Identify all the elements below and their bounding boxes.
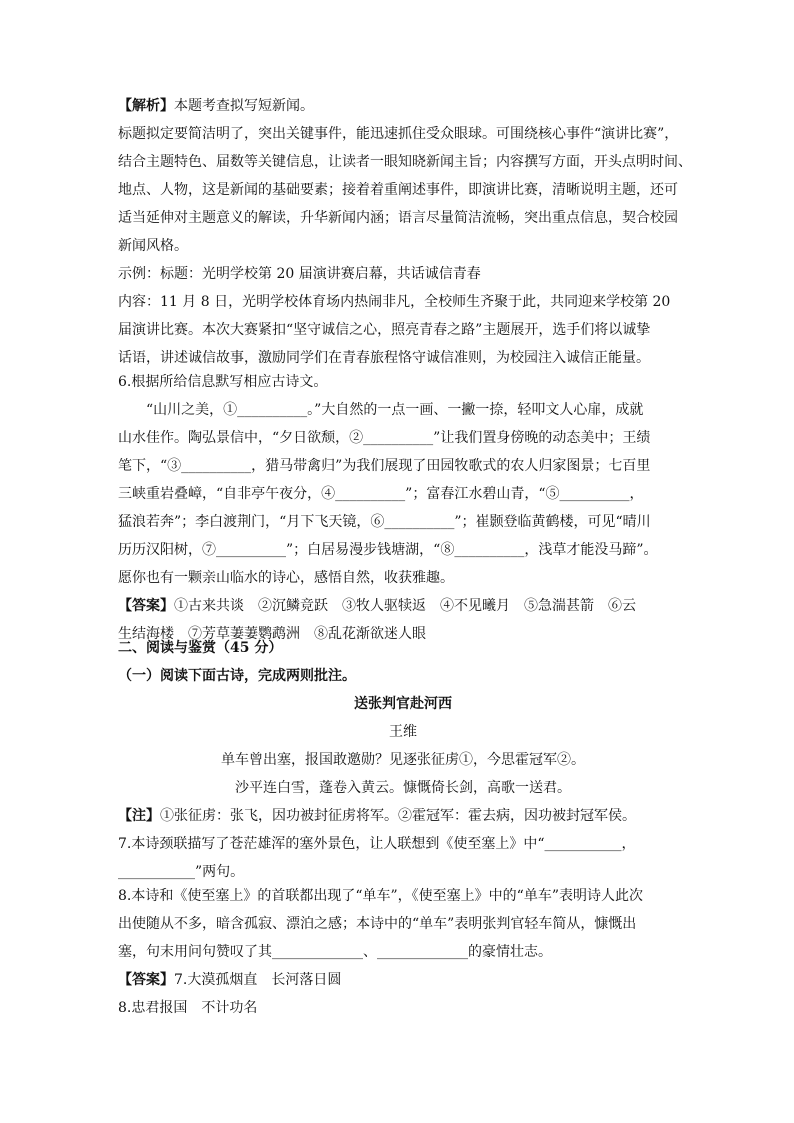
poem-author: 王维 bbox=[389, 724, 417, 740]
q8-line: 塞，句末用问句赞叹了其_____________、_____________的豪情壮志。 bbox=[118, 944, 552, 960]
q6-passage-line: 山水佳作。陶弘景信中，“夕日欲颓，②__________”让我们置身傍晚的动态美中；王绩 bbox=[118, 430, 651, 446]
q6-passage-line: 历历汉阳树，⑦__________”；白居易漫步钱塘湖，“⑧__________，浅草才能没马蹄”。 bbox=[118, 542, 658, 558]
question-8 bbox=[118, 882, 688, 1022]
q6-question: 6.根据所给信息默写相应古诗文。 bbox=[118, 374, 328, 390]
q7-line: 7.本诗颈联描写了苍茫雄浑的塞外景色，让人联想到《使至塞上》中“___________， bbox=[118, 836, 636, 852]
example-line: 内容：11 月 8 日，光明学校体育场内热闹非凡，全校师生齐聚于此，共同迎来学校第 20 bbox=[118, 294, 671, 310]
q8-line: 8.本诗和《使至塞上》的首联都出现了“单车”，《使至塞上》中的“单车”表明诗人此次 bbox=[118, 888, 643, 904]
q6-answer-line bbox=[118, 592, 688, 620]
note-text: ①张征虏：张飞，因功被封征虏将军。②霍冠军：霍去病，因功被封冠军侯。 bbox=[160, 808, 636, 824]
q6-passage-line: 笔下，“③__________，猎马带禽归”为我们展现了田园牧歌式的农人归家图景；七百里 bbox=[118, 458, 651, 474]
reading-section bbox=[118, 634, 688, 886]
analysis-line: 适当延伸对主题意义的解读，升华新闻内涵；语言尽量简洁流畅，突出重点信息，契合校园 bbox=[118, 210, 678, 226]
poem-line: 单车曾出塞，报国敢邀勋？见逐张征虏①，今思霍冠军②。 bbox=[221, 752, 585, 768]
analysis-line: 新闻风格。 bbox=[118, 238, 188, 254]
note-label: 【注】 bbox=[118, 808, 160, 824]
q6-answer-label: 【答案】 bbox=[118, 598, 174, 614]
q8-line: 出使随从不多，暗含孤寂、漂泊之感；本诗中的“单车”表明张判官轻车简从，慷慨出 bbox=[118, 916, 637, 932]
answer-8: 8.忠君报国 不计功名 bbox=[118, 1000, 258, 1016]
analysis-intro: 本题考查拟写短新闻。 bbox=[174, 98, 314, 114]
poem-line: 沙平连白雪，蓬卷入黄云。慷慨倚长剑，高歌一送君。 bbox=[235, 780, 571, 796]
answers-label: 【答案】 bbox=[118, 972, 174, 988]
q6-answer-line: 生结海楼 ⑦芳草萋萋鹦鹉洲 ⑧乱花渐欲迷人眼 bbox=[118, 626, 426, 642]
q6-passage-line: 猛浪若奔”；李白渡荆门，“月下飞天镜，⑥__________”；崔颢登临黄鹤楼，可见“晴川 bbox=[118, 514, 651, 530]
poem-title: 送张判官赴河西 bbox=[354, 696, 452, 712]
q6-answer-text: ①古来共谈 ②沉鳞竞跃 ③牧人驱犊返 ④不见曦月 ⑤急湍甚箭 ⑥云 bbox=[174, 598, 636, 614]
example-line: 话语，讲述诚信故事，激励同学们在青春旅程恪守诚信准则，为校园注入诚信正能量。 bbox=[118, 350, 650, 366]
analysis-line: 标题拟定要简洁明了，突出关键事件，能迅速抓住受众眼球。可围绕核心事件“演讲比赛”， bbox=[118, 126, 679, 142]
question-6 bbox=[118, 368, 688, 648]
answers-line bbox=[118, 966, 688, 994]
q6-passage-line: 三峡重岩叠嶂，“自非亭午夜分，④__________”；富春江水碧山青，“⑤__________， bbox=[118, 486, 644, 502]
section-heading: 二、阅读与鉴赏（45 分） bbox=[118, 640, 283, 656]
analysis-section bbox=[118, 92, 692, 372]
section-subheading: （一）阅读下面古诗，完成两则批注。 bbox=[118, 668, 356, 684]
poem-note bbox=[118, 802, 688, 830]
analysis-heading bbox=[118, 92, 688, 120]
analysis-line: 结合主题特色、届数等关键信息，让读者一眼知晓新闻主旨；内容撰写方面，开头点明时间、 bbox=[118, 154, 692, 170]
q6-passage-line: 愿你也有一颗亲山临水的诗心，感悟自然，收获雅趣。 bbox=[118, 570, 454, 586]
q6-passage-line: “山川之美，①__________。”大自然的一点一画、一撇一捺，轻叩文人心扉，成就 bbox=[118, 402, 644, 418]
example-line: 届演讲比赛。本次大赛紧扣“坚守诚信之心，照亮青春之路”主题展开，选手们将以诚挚 bbox=[118, 322, 651, 338]
answer-7: 7.大漠孤烟直 长河落日圆 bbox=[174, 972, 342, 988]
analysis-label: 【解析】 bbox=[118, 98, 174, 114]
analysis-line: 地点、人物，这是新闻的基础要素；接着着重阐述事件，即演讲比赛，清晰说明主题，还可 bbox=[118, 182, 678, 198]
example-line: 示例：标题：光明学校第 20 届演讲赛启幕，共话诚信青春 bbox=[118, 266, 481, 282]
q7-line: ___________”两句。 bbox=[118, 864, 245, 880]
